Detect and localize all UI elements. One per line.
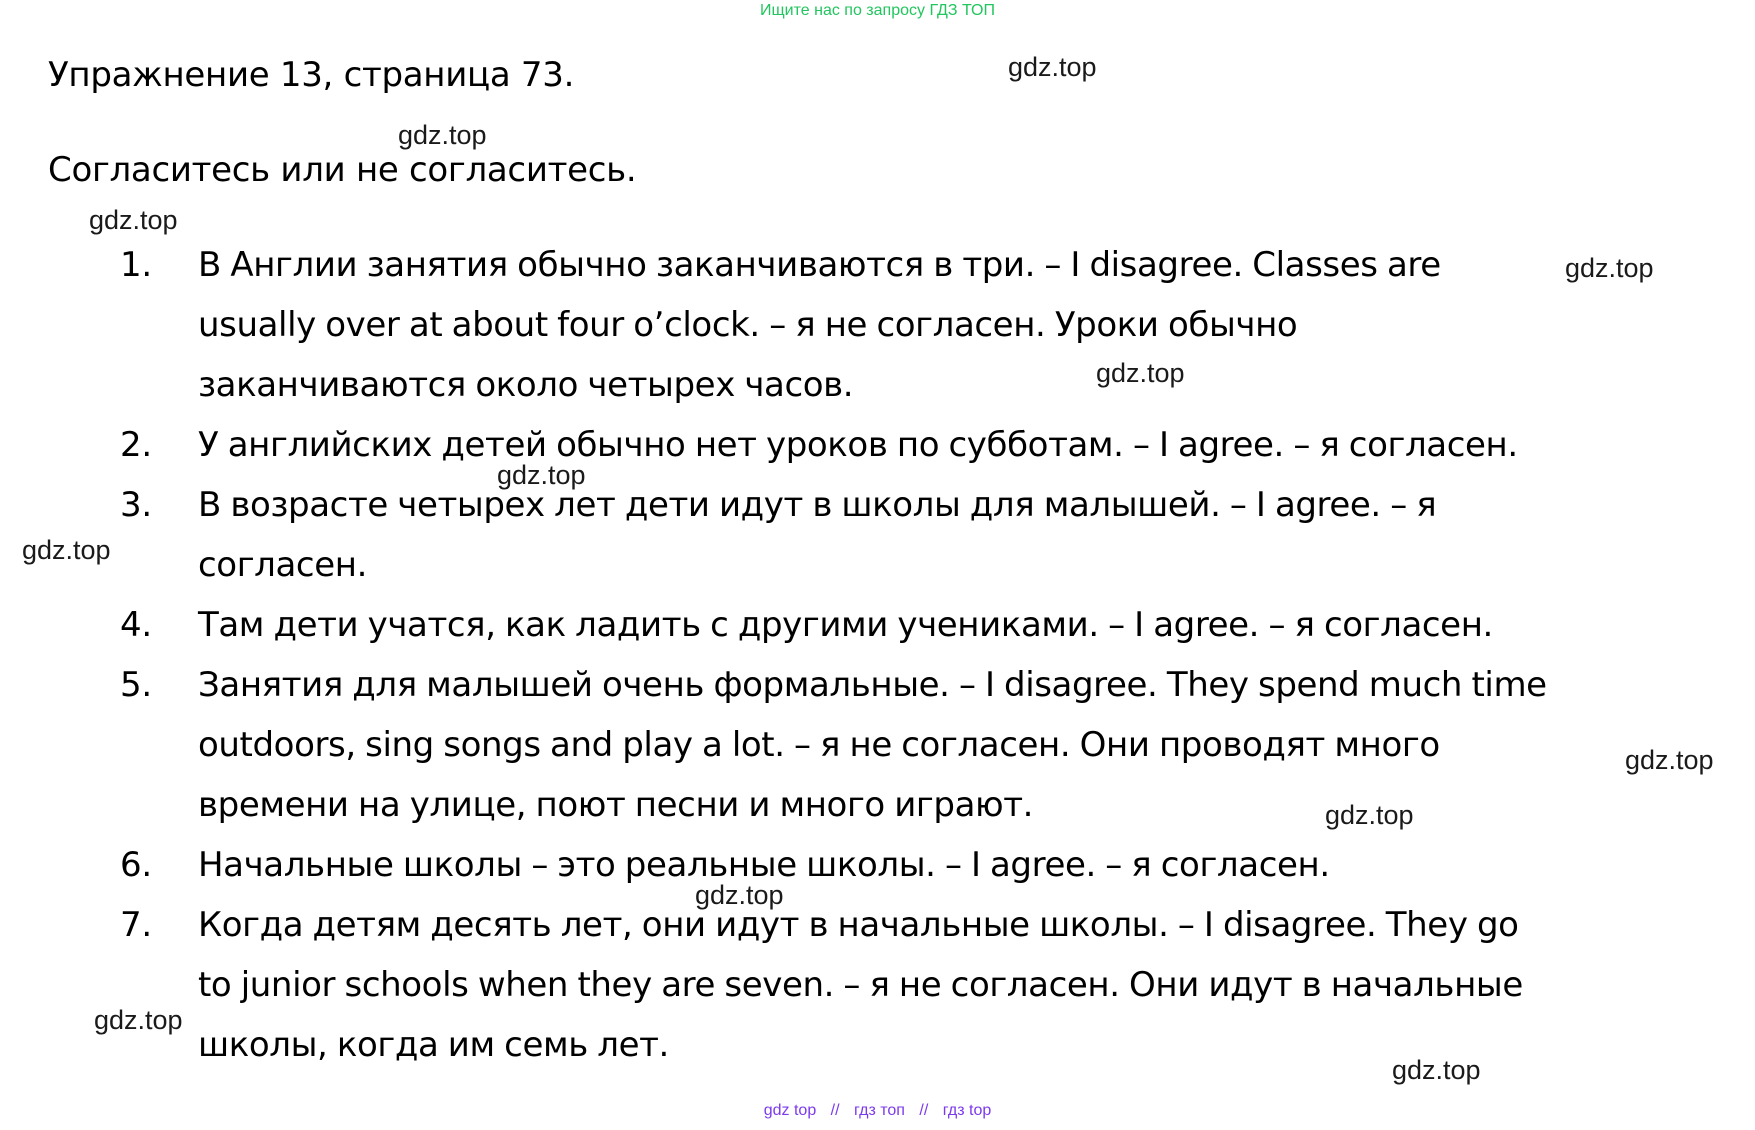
item-number: 7. [120,905,152,945]
watermark: gdz.top [497,460,586,490]
watermark: gdz.top [1008,52,1097,82]
watermark: gdz.top [1392,1055,1481,1085]
search-banner: Ищите нас по запросу ГДЗ ТОП [760,2,995,19]
item-line: времени на улице, поют песни и много играют. [198,785,1034,825]
item-number: 3. [120,485,152,525]
item-line: to junior schools when they are seven. – я не согласен. Они идут в начальные [198,965,1523,1005]
item-line: школы, когда им семь лет. [198,1025,669,1065]
item-number: 6. [120,845,152,885]
watermark: gdz.top [1325,800,1414,830]
watermark: gdz.top [398,120,487,150]
exercise-title: Упражнение 13, страница 73. [48,55,575,95]
footer-links [0,1102,1755,1120]
item-text [198,835,1733,895]
watermark: gdz.top [89,205,178,235]
item-number: 2. [120,425,152,465]
item-line: Когда детям десять лет, они идут в начальные школы. – I disagree. They go [198,905,1519,945]
watermark: gdz.top [695,880,784,910]
item-text [198,415,1733,475]
item-text [198,475,1733,595]
item-number: 1. [120,245,152,285]
item-line: заканчиваются около четырех часов. [198,365,854,405]
footer-link[interactable]: гдз top [942,1102,992,1119]
item-line: согласен. [198,545,367,585]
instruction-text: Согласитесь или не согласитесь. [48,150,637,190]
watermark: gdz.top [1096,358,1185,388]
item-line: У английских детей обычно нет уроков по субботам. – I agree. – я согласен. [198,425,1518,465]
footer-link[interactable]: gdz top [763,1102,817,1119]
watermark: gdz.top [1565,253,1654,283]
item-line: outdoors, sing songs and play a lot. – я не согласен. Они проводят много [198,725,1440,765]
footer-link[interactable]: гдз топ [854,1102,905,1119]
item-line: usually over at about four o’clock. – я не согласен. Уроки обычно [198,305,1298,345]
item-text [198,655,1733,835]
watermark: gdz.top [94,1005,183,1035]
footer-separator: // [919,1102,929,1119]
item-text [198,595,1733,655]
item-line: В возрасте четырех лет дети идут в школы для малышей. – I agree. – я [198,485,1437,525]
item-line: Начальные школы – это реальные школы. – I agree. – я согласен. [198,845,1330,885]
item-line: Там дети учатся, как ладить с другими учениками. – I agree. – я согласен. [198,605,1493,645]
item-number: 4. [120,605,152,645]
watermark: gdz.top [22,535,111,565]
item-line: Занятия для малышей очень формальные. – I disagree. They spend much time [198,665,1547,705]
item-text [198,895,1733,1075]
item-text [198,235,1733,415]
item-line: В Англии занятия обычно заканчиваются в три. – I disagree. Classes are [198,245,1441,285]
footer-separator: // [830,1102,840,1119]
item-number: 5. [120,665,152,705]
watermark: gdz.top [1625,745,1714,775]
